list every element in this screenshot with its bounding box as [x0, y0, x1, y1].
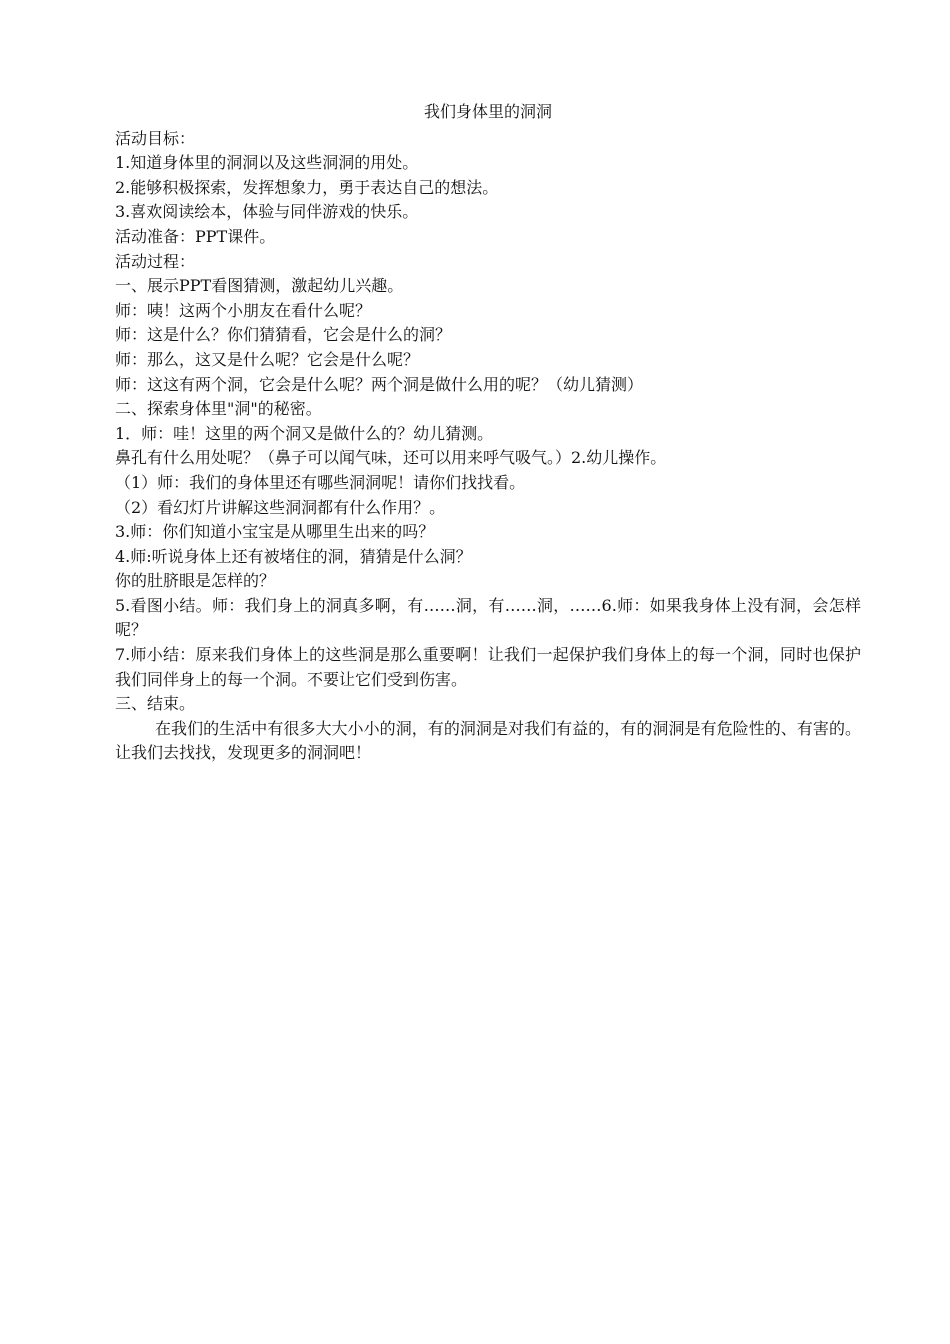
section-heading-process: 活动过程：: [115, 251, 196, 271]
goal-item-3: 3.喜欢阅读绘本，体验与同伴游戏的快乐。: [115, 202, 419, 222]
step-2-item-4: 4.师:听说身体上还有被堵住的洞，猜猜是什么洞？: [115, 546, 472, 566]
step-2-heading: 二、探索身体里"洞"的秘密。: [115, 399, 322, 419]
step-2-item-3: 3.师：你们知道小宝宝是从哪里生出来的吗？: [115, 522, 435, 542]
navel-question: 你的肚脐眼是怎样的？: [115, 571, 276, 591]
preparation-line: 活动准备：PPT课件。: [115, 226, 276, 246]
step-2-sub-item-2: （2）看幻灯片讲解这些洞洞都有什么作用？。: [115, 497, 446, 517]
step-3-heading: 三、结束。: [115, 694, 196, 714]
nostril-line: 鼻孔有什么用处呢？（鼻子可以闻气味，还可以用来呼气吸气。）2.幼儿操作。: [115, 448, 667, 468]
document-title: 我们身体里的洞洞: [423, 102, 552, 121]
summary-paragraph: 5.看图小结。师：我们身上的洞真多啊，有……洞，有……洞，……6.师：如果我身体上没有洞，会怎样呢？: [115, 595, 861, 640]
step-2-item-1: 1．师：哇！这里的两个洞又是做什么的？幼儿猜测。: [115, 423, 494, 443]
closing-paragraph: 在我们的生活中有很多大大小小的洞，有的洞洞是对我们有益的，有的洞洞是有危险性的、有害的。让我们去找找，发现更多的洞洞吧！: [115, 718, 861, 763]
teacher-line: 师：咦！这两个小朋友在看什么呢？: [115, 300, 372, 320]
teacher-line: 师：那么，这又是什么呢？它会是什么呢？: [115, 349, 420, 369]
goal-item-1: 1.知道身体里的洞洞以及这些洞洞的用处。: [115, 153, 419, 173]
step-2-sub-item-1: （1）师：我们的身体里还有哪些洞洞呢！请你们找找看。: [115, 472, 526, 492]
conclusion-paragraph: 7.师小结：原来我们身体上的这些洞是那么重要啊！让我们一起保护我们身体上的每一个洞，同时也保护我们同伴身上的每一个洞。不要让它们受到伤害。: [115, 645, 861, 689]
goal-item-2: 2.能够积极探索，发挥想象力，勇于表达自己的想法。: [115, 177, 499, 197]
step-1-heading: 一、展示PPT看图猜测，激起幼儿兴趣。: [115, 276, 404, 296]
teacher-line: 师：这是什么？你们猜猜看，它会是什么的洞？: [115, 325, 452, 345]
teacher-line: 师：这这有两个洞，它会是什么呢？两个洞是做什么用的呢？（幼儿猜测）: [115, 374, 644, 394]
document-body: [115, 100, 861, 766]
section-heading-goals: 活动目标：: [115, 128, 196, 148]
